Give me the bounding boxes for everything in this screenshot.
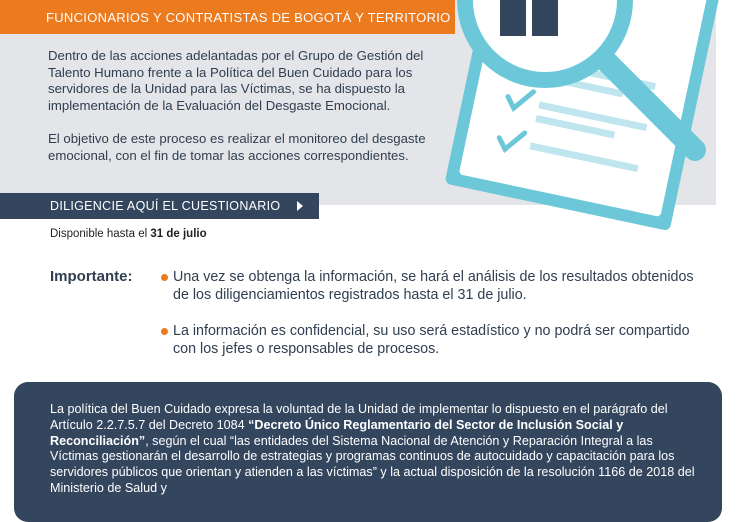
important-item-1 <box>161 268 701 304</box>
intro-paragraph-1: Dentro de las acciones adelantadas por el Grupo de Gestión del Talento Humano frente a la Política del Buen Cuidado para los servidores de la Unidad para las Víctimas, se ha dispuesto la implementación de la Evaluación del Desgaste Emocional. <box>48 48 424 113</box>
important-item-text: Una vez se obtenga la información, se hará el análisis de los resultados obtenidos de los diligenciamientos registrados hasta el 31 de julio. <box>173 269 694 303</box>
header-title: FUNCIONARIOS Y CONTRATISTAS DE BOGOTÁ Y TERRITORIO <box>46 10 451 25</box>
policy-text <box>50 402 700 497</box>
policy-box <box>14 382 722 522</box>
header-banner <box>0 0 455 34</box>
important-item-2 <box>161 322 701 358</box>
bullet-dot-icon <box>161 328 168 335</box>
policy-text-part-2: , según el cual “las entidades del Sistema Nacional de Atención y Reparación Integral a las Víctimas gestionarán el desarrollo de estrategias y programas continuos de autocuidado y capacitación para los servidores públicos que orientan y atienden a las víctimas” y la actual disposición de la resolución 1166 de 2018 del Ministerio de Salud y <box>50 433 695 495</box>
checklist-magnifier-illustration <box>440 0 740 230</box>
intro-paragraph-2: El objetivo de este proceso es realizar el monitoreo del desgaste emocional, con el fin de tomar las acciones correspondientes. <box>48 131 426 163</box>
play-arrow-icon <box>297 201 303 211</box>
questionnaire-button[interactable] <box>0 193 319 219</box>
availability-note <box>50 228 207 240</box>
policy-decree-title: “Decreto Único Reglamentario del Sector de Inclusión Social y Reconciliación” <box>50 417 624 448</box>
policy-text-part-1: La política del Buen Cuidado expresa la voluntad de la Unidad de implementar lo dispuesto en el parágrafo del Artículo 2.2.7.5.7 del Decreto 1084 <box>50 402 668 432</box>
questionnaire-button-label: DILIGENCIE AQUÍ EL CUESTIONARIO <box>50 199 281 213</box>
availability-prefix: Disponible hasta el <box>50 228 148 240</box>
intro-text <box>48 48 468 182</box>
important-label: Importante: <box>50 268 133 285</box>
important-item-text: La información es confidencial, su uso será estadístico y no podrá ser compartido con los jefes o responsables de procesos. <box>173 323 690 357</box>
availability-date: 31 de julio <box>150 228 207 240</box>
bullet-dot-icon <box>161 274 168 281</box>
